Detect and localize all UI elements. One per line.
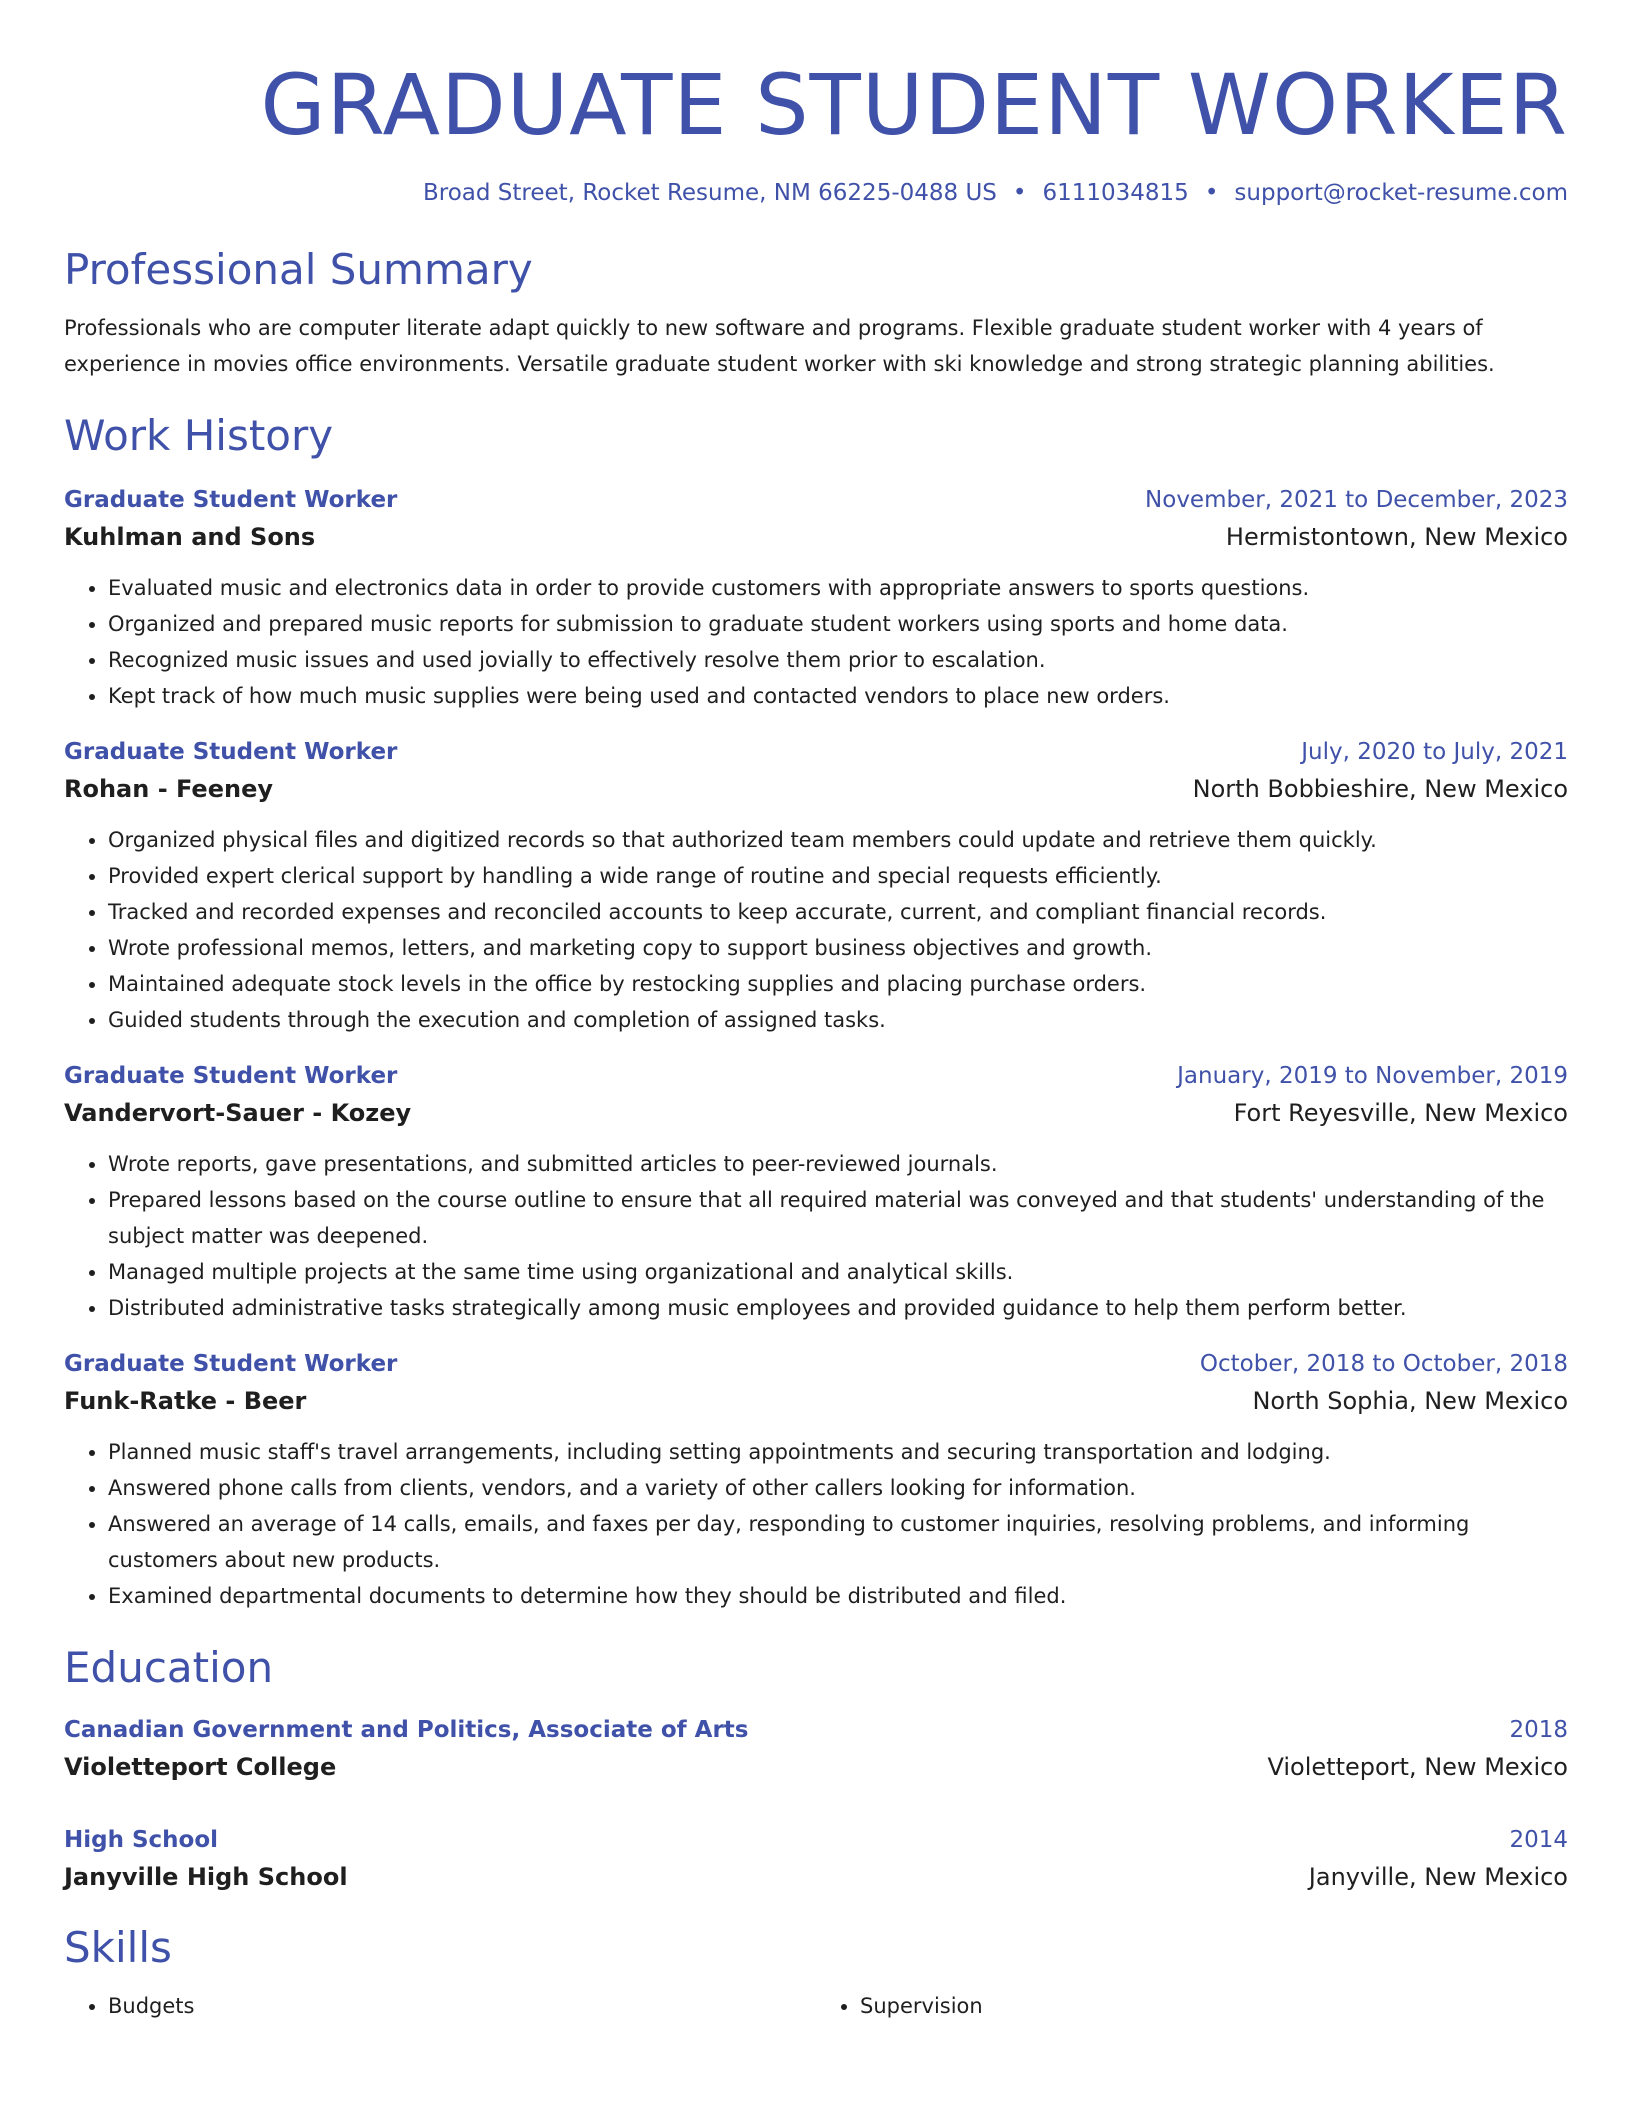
skills-list bbox=[64, 1988, 1568, 2024]
resume-page bbox=[64, 0, 1568, 2112]
job-entry bbox=[64, 1346, 1568, 1614]
job-location: North Bobbieshire, New Mexico bbox=[1192, 775, 1568, 803]
job-company: Kuhlman and Sons bbox=[64, 523, 316, 551]
contact-email: support@rocket-resume.com bbox=[1234, 180, 1568, 206]
job-subheader bbox=[64, 770, 1568, 808]
job-dates: July, 2020 to July, 2021 bbox=[1301, 739, 1568, 765]
job-header bbox=[64, 734, 1568, 770]
contact-phone: 6111034815 bbox=[1042, 180, 1189, 206]
job-company: Funk-Ratke - Beer bbox=[64, 1387, 307, 1415]
job-bullet: • Examined departmental documents to determine how they should be distributed and filed. bbox=[108, 1578, 1568, 1614]
job-company: Vandervort-Sauer - Kozey bbox=[64, 1099, 412, 1127]
job-header bbox=[64, 1058, 1568, 1094]
job-bullets bbox=[64, 822, 1568, 1038]
education-header bbox=[64, 1822, 1568, 1858]
job-bullet: • Wrote reports, gave presentations, and submitted articles to peer-reviewed journals. bbox=[108, 1146, 1568, 1182]
job-bullet: • Kept track of how much music supplies were being used and contacted vendors to place new orders. bbox=[108, 678, 1568, 714]
skills-column-right bbox=[816, 1988, 1568, 2024]
job-header bbox=[64, 1346, 1568, 1382]
job-bullet: • Maintained adequate stock levels in the office by restocking supplies and placing purchase orders. bbox=[108, 966, 1568, 1002]
job-dates: January, 2019 to November, 2019 bbox=[1177, 1063, 1568, 1089]
job-bullet: • Answered phone calls from clients, vendors, and a variety of other callers looking for information. bbox=[108, 1470, 1568, 1506]
job-bullet: • Tracked and recorded expenses and reconciled accounts to keep accurate, current, and compliant financial records. bbox=[108, 894, 1568, 930]
job-title: Graduate Student Worker bbox=[64, 1063, 398, 1089]
education-degree: Canadian Government and Politics, Associate of Arts bbox=[64, 1717, 749, 1743]
job-dates: November, 2021 to December, 2023 bbox=[1145, 487, 1568, 513]
job-bullet: • Planned music staff's travel arrangements, including setting appointments and securing transportation and lodging. bbox=[108, 1434, 1568, 1470]
job-entry bbox=[64, 734, 1568, 1038]
job-bullets bbox=[64, 570, 1568, 714]
skill-item: • Budgets bbox=[108, 1988, 816, 2024]
section-title-skills: Skills bbox=[64, 1923, 172, 1972]
education-header bbox=[64, 1712, 1568, 1748]
education-subheader bbox=[64, 1858, 1568, 1896]
job-location: Hermistontown, New Mexico bbox=[1225, 523, 1568, 551]
job-subheader bbox=[64, 518, 1568, 556]
job-location: Fort Reyesville, New Mexico bbox=[1233, 1099, 1568, 1127]
job-title: Graduate Student Worker bbox=[64, 487, 398, 513]
section-title-summary: Professional Summary bbox=[64, 245, 533, 294]
contact-line bbox=[64, 178, 1568, 208]
education-year: 2014 bbox=[1509, 1827, 1568, 1853]
job-bullet: • Recognized music issues and used jovially to effectively resolve them prior to escalation. bbox=[108, 642, 1568, 678]
summary-text: Professionals who are computer literate adapt quickly to new software and programs. Flexible graduate student worker with 4 years of experience in movies office environments. Versatile graduate student worker with ski knowledge and strong strategic planning abilities. bbox=[64, 316, 1495, 376]
job-bullets bbox=[64, 1146, 1568, 1326]
job-entry bbox=[64, 482, 1568, 714]
skills-column-left bbox=[64, 1988, 816, 2024]
resume-name: GRADUATE STUDENT WORKER bbox=[260, 56, 1568, 154]
skill-item: • Supervision bbox=[860, 1988, 1568, 2024]
job-dates: October, 2018 to October, 2018 bbox=[1199, 1351, 1568, 1377]
job-header bbox=[64, 482, 1568, 518]
job-bullets bbox=[64, 1434, 1568, 1614]
job-bullet: • Prepared lessons based on the course outline to ensure that all required material was conveyed and that students' understanding of the subject matter was deepened. bbox=[108, 1182, 1568, 1254]
contact-address: Broad Street, Rocket Resume, NM 66225-0488 US bbox=[423, 180, 997, 206]
job-bullet: • Guided students through the execution and completion of assigned tasks. bbox=[108, 1002, 1568, 1038]
education-location: Violetteport, New Mexico bbox=[1267, 1753, 1568, 1781]
education-school: Violetteport College bbox=[64, 1753, 337, 1781]
job-bullet: • Wrote professional memos, letters, and marketing copy to support business objectives and growth. bbox=[108, 930, 1568, 966]
contact-separator: • bbox=[1012, 180, 1027, 206]
education-year: 2018 bbox=[1509, 1717, 1568, 1743]
education-entry bbox=[64, 1712, 1568, 1786]
section-title-work-history: Work History bbox=[64, 411, 334, 460]
education-subheader bbox=[64, 1748, 1568, 1786]
job-bullet: • Provided expert clerical support by handling a wide range of routine and special requests efficiently. bbox=[108, 858, 1568, 894]
job-bullet: • Organized physical files and digitized records so that authorized team members could update and retrieve them quickly. bbox=[108, 822, 1568, 858]
job-entry bbox=[64, 1058, 1568, 1326]
job-subheader bbox=[64, 1382, 1568, 1420]
education-location: Janyville, New Mexico bbox=[1308, 1863, 1568, 1891]
job-bullet: • Distributed administrative tasks strategically among music employees and provided guidance to help them perform better. bbox=[108, 1290, 1568, 1326]
education-degree: High School bbox=[64, 1827, 219, 1853]
job-bullet: • Managed multiple projects at the same time using organizational and analytical skills. bbox=[108, 1254, 1568, 1290]
education-entry bbox=[64, 1822, 1568, 1896]
job-title: Graduate Student Worker bbox=[64, 739, 398, 765]
job-title: Graduate Student Worker bbox=[64, 1351, 398, 1377]
job-company: Rohan - Feeney bbox=[64, 775, 273, 803]
section-title-education: Education bbox=[64, 1643, 274, 1692]
education-school: Janyville High School bbox=[64, 1863, 348, 1891]
job-bullet: • Evaluated music and electronics data in order to provide customers with appropriate answers to sports questions. bbox=[108, 570, 1568, 606]
job-subheader bbox=[64, 1094, 1568, 1132]
contact-separator: • bbox=[1204, 180, 1219, 206]
job-location: North Sophia, New Mexico bbox=[1252, 1387, 1568, 1415]
job-bullet: • Organized and prepared music reports for submission to graduate student workers using sports and home data. bbox=[108, 606, 1568, 642]
job-bullet: • Answered an average of 14 calls, emails, and faxes per day, responding to customer inquiries, resolving problems, and informing customers about new products. bbox=[108, 1506, 1568, 1578]
